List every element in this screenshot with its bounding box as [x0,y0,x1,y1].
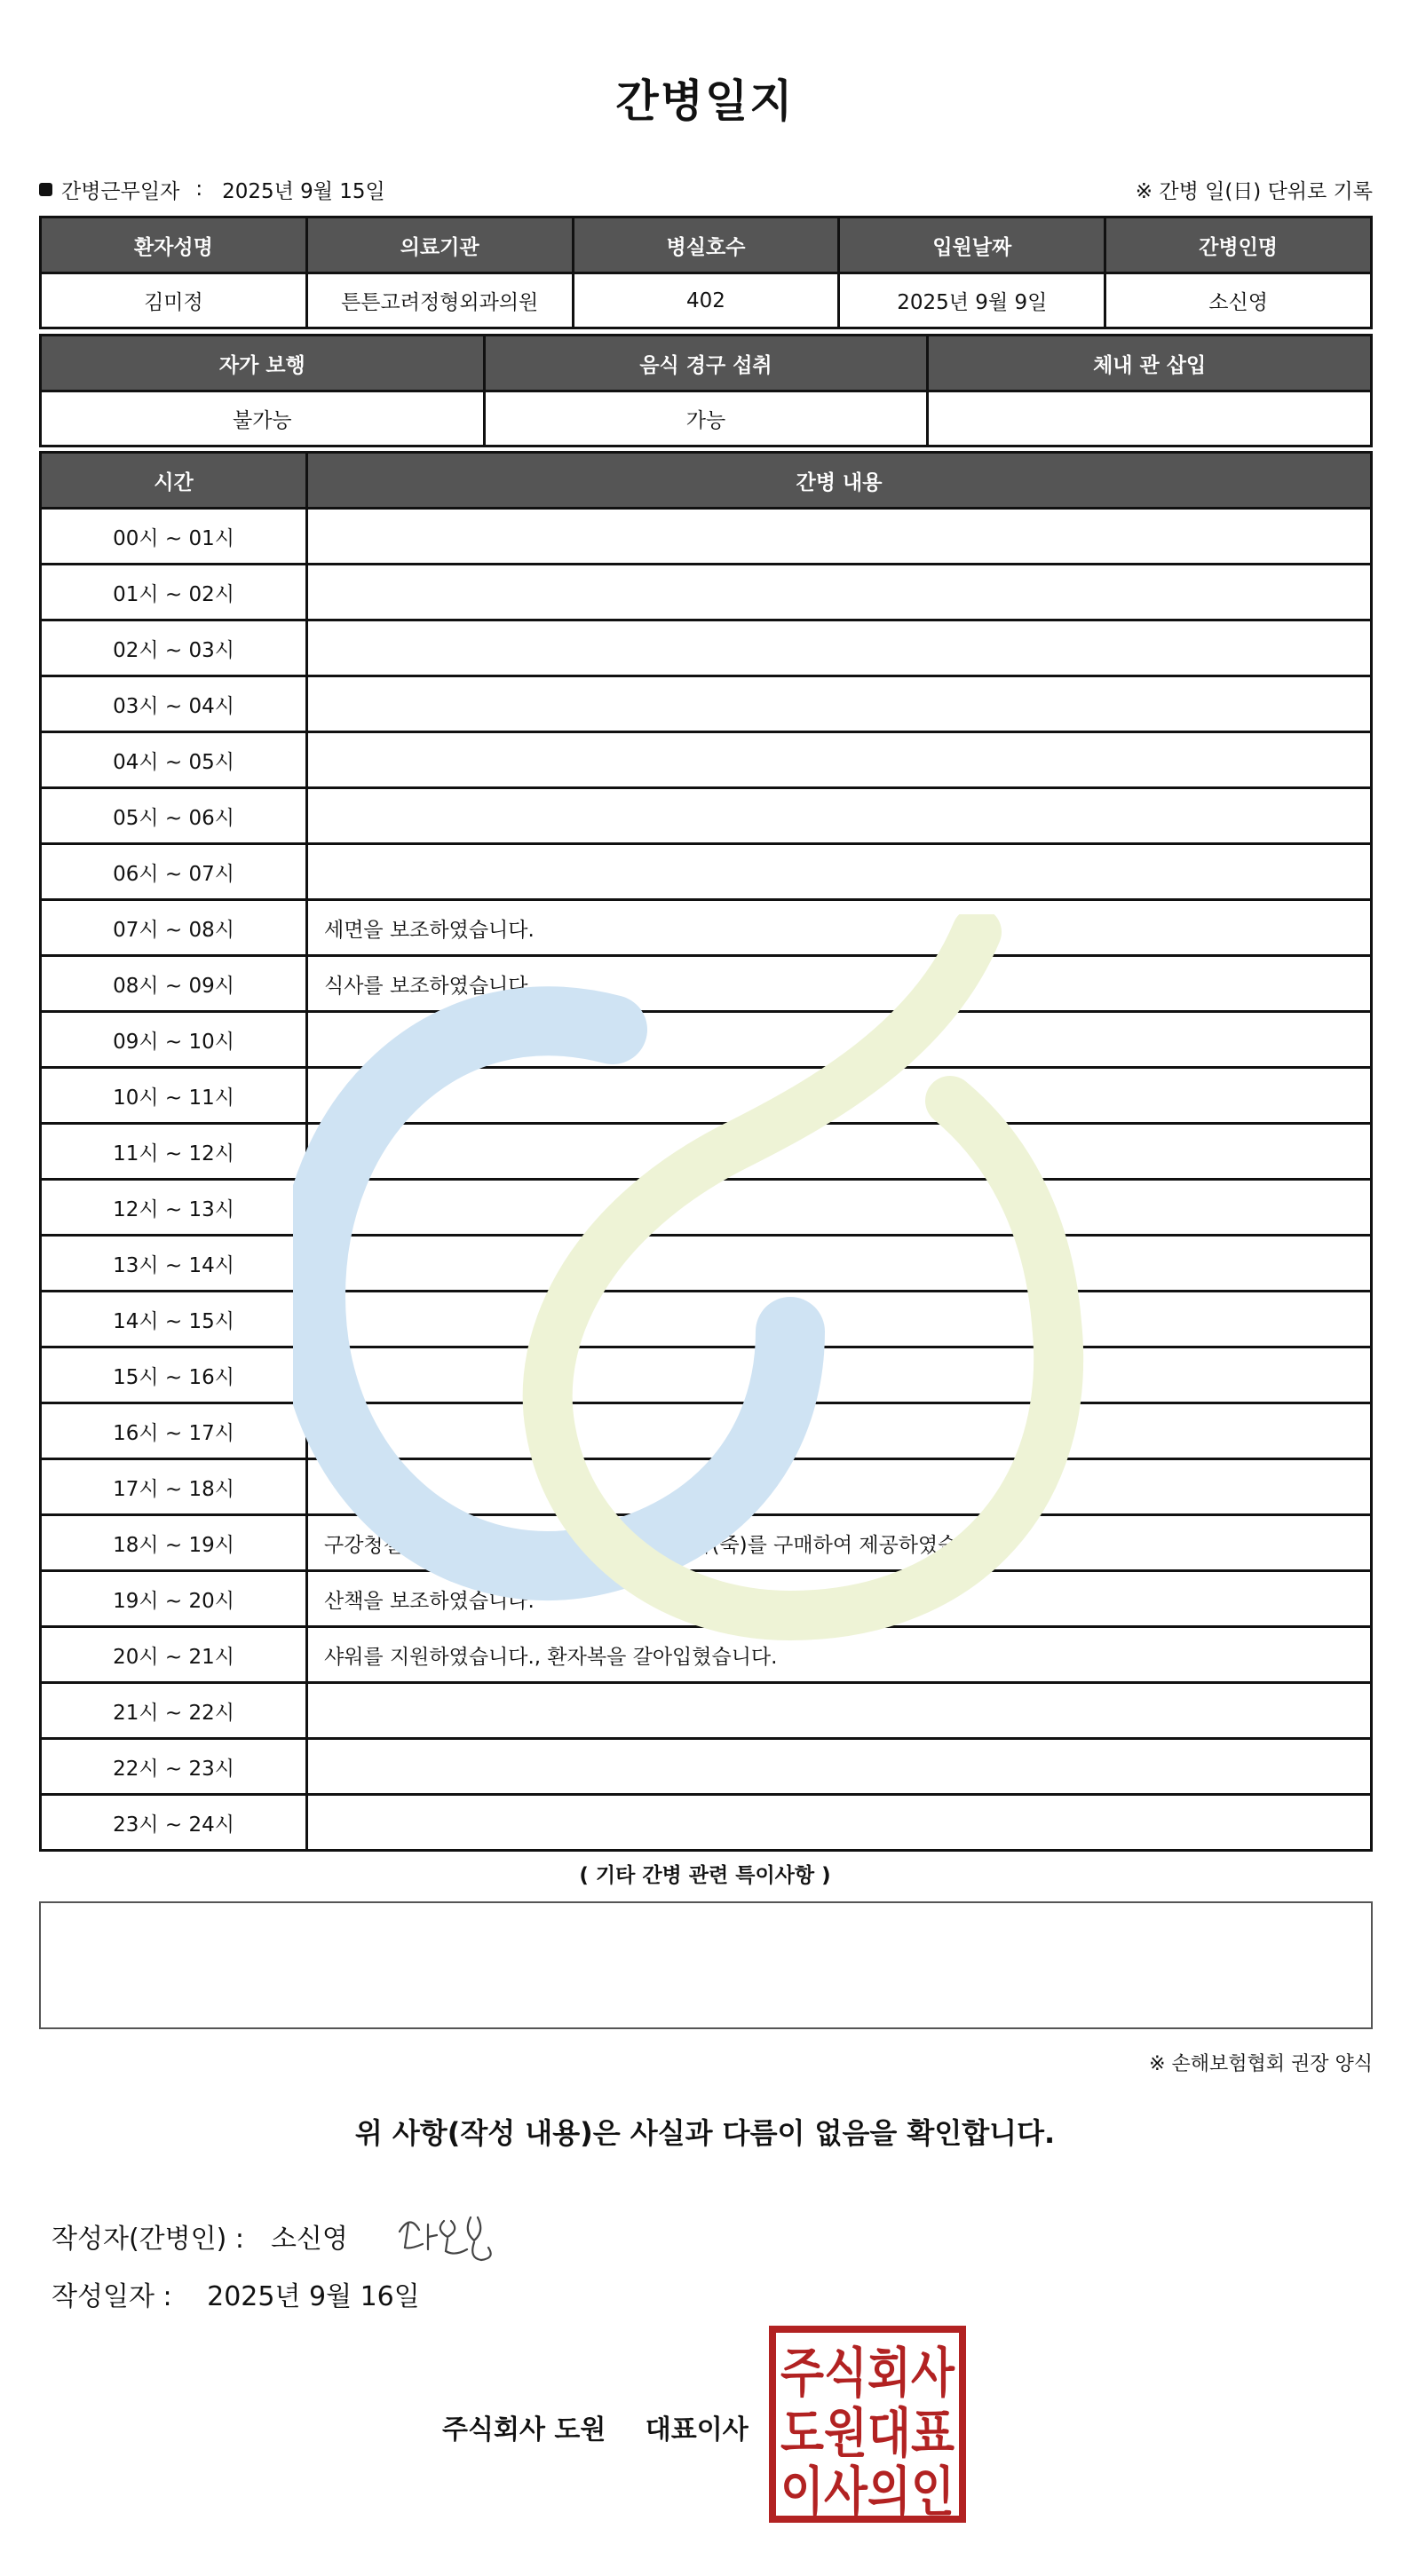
log-time: 17시 ~ 18시 [41,1459,307,1515]
care-log-table [39,451,1373,1852]
caregiver-name: 소신영 [1105,273,1372,328]
log-content: 산책을 보조하였습니다. [307,1571,1372,1627]
log-time: 03시 ~ 04시 [41,676,307,732]
written-date-line [51,2274,420,2313]
log-row [41,620,1372,676]
room-number: 402 [573,273,839,328]
log-row [41,1292,1372,1347]
log-row [41,956,1372,1012]
log-time: 13시 ~ 14시 [41,1236,307,1292]
log-row [41,565,1372,620]
log-time: 01시 ~ 02시 [41,565,307,620]
confirmation-statement: 위 사항(작성 내용)은 사실과 다름이 없음을 확인합니다. [354,2116,1056,2150]
recommend-note: ※ 손해보험협회 권장 양식 [1149,2053,1373,2075]
work-date-label: 간병근무일자 [61,179,180,203]
header-walking: 자가 보행 [41,336,485,391]
company-name: 주식회사 도원 [442,2414,606,2446]
walking-status: 불가능 [41,391,485,446]
log-content [307,676,1372,732]
work-date-separator: : [195,178,203,201]
log-time: 08시 ~ 09시 [41,956,307,1012]
tube-insertion-status [928,391,1372,446]
log-time: 15시 ~ 16시 [41,1347,307,1403]
log-row [41,788,1372,844]
patient-info-table [39,216,1373,329]
log-content: 식사를 보조하였습니다. [307,956,1372,1012]
hospital-name: 튼튼고려정형외과의원 [306,273,573,328]
log-time: 19시 ~ 20시 [41,1571,307,1627]
log-content [307,1180,1372,1236]
log-time: 16시 ~ 17시 [41,1403,307,1459]
log-time: 06시 ~ 07시 [41,844,307,900]
log-content [307,1068,1372,1124]
log-row [41,1403,1372,1459]
work-date-group [39,175,385,204]
log-row [41,1683,1372,1739]
header-room: 병실호수 [573,217,839,273]
header-patient-name: 환자성명 [41,217,307,273]
log-content [307,620,1372,676]
admission-date: 2025년 9월 9일 [839,273,1105,328]
writer-name: 소신영 [270,2224,348,2255]
writer-line [51,2205,506,2267]
log-row [41,844,1372,900]
written-date-value: 2025년 9월 16일 [207,2281,420,2312]
log-time: 10시 ~ 11시 [41,1068,307,1124]
log-row [41,676,1372,732]
log-content: 샤워를 지원하였습니다., 환자복을 갈아입혔습니다. [307,1627,1372,1683]
log-time: 02시 ~ 03시 [41,620,307,676]
log-row [41,1627,1372,1683]
unit-note: ※ 간병 일(日) 단위로 기록 [1135,179,1373,203]
log-content [307,732,1372,788]
patient-status-table [39,334,1373,447]
log-time: 23시 ~ 24시 [41,1795,307,1851]
log-row [41,1459,1372,1515]
log-content [307,565,1372,620]
log-row [41,900,1372,956]
log-time: 18시 ~ 19시 [41,1515,307,1571]
header-admission-date: 입원날짜 [839,217,1105,273]
log-row [41,1012,1372,1068]
header-caregiver-name: 간병인명 [1105,217,1372,273]
log-time: 00시 ~ 01시 [41,509,307,565]
company-line [442,2407,749,2446]
log-time: 20시 ~ 21시 [41,1627,307,1683]
log-time: 11시 ~ 12시 [41,1124,307,1180]
log-content [307,1236,1372,1292]
signature [392,2205,506,2267]
log-row [41,1739,1372,1795]
log-content [307,1292,1372,1347]
writer-label: 작성자(간병인) : [51,2224,244,2255]
header-oral-intake: 음식 경구 섭취 [484,336,928,391]
log-row [41,1795,1372,1851]
log-row [41,1571,1372,1627]
notes-title: ( 기타 간병 관련 특이사항 ) [579,1864,831,1887]
log-content [307,788,1372,844]
header-hospital: 의료기관 [306,217,573,273]
patient-name: 김미정 [41,273,307,328]
log-time: 22시 ~ 23시 [41,1739,307,1795]
log-time: 14시 ~ 15시 [41,1292,307,1347]
log-content [307,1403,1372,1459]
log-content [307,1347,1372,1403]
log-content [307,1124,1372,1180]
header-tube-insertion: 체내 관 삽입 [928,336,1372,391]
log-time: 21시 ~ 22시 [41,1683,307,1739]
svg-text:이사의인: 이사의인 [780,2461,955,2524]
log-content [307,844,1372,900]
log-row [41,1068,1372,1124]
log-content [307,1012,1372,1068]
log-content [307,1739,1372,1795]
log-time: 07시 ~ 08시 [41,900,307,956]
log-row [41,732,1372,788]
oral-intake-status: 가능 [484,391,928,446]
notes-box [39,1901,1373,2029]
log-content [307,1683,1372,1739]
log-row [41,1236,1372,1292]
written-date-label: 작성일자 : [51,2281,172,2312]
log-content: 세면을 보조하였습니다. [307,900,1372,956]
ceo-title: 대표이사 [645,2414,749,2446]
svg-text:주식회사: 주식회사 [780,2343,955,2405]
log-content [307,1795,1372,1851]
log-time: 09시 ~ 10시 [41,1012,307,1068]
log-time: 05시 ~ 06시 [41,788,307,844]
document-title: 간병일지 [615,75,795,127]
header-care-content: 간병 내용 [307,453,1372,509]
company-seal [767,2324,968,2525]
log-content: 구강청결을 지원하였습니다., 외부에서 식사(죽)를 구매하여 제공하였습니다 [307,1515,1372,1571]
work-date-value: 2025년 9월 15일 [222,179,385,203]
header-time: 시간 [41,453,307,509]
log-time: 12시 ~ 13시 [41,1180,307,1236]
bullet-icon [39,183,52,196]
log-content [307,1459,1372,1515]
log-row [41,1515,1372,1571]
meta-row [39,174,1373,204]
log-content [307,509,1372,565]
log-row [41,1124,1372,1180]
log-row [41,509,1372,565]
log-row [41,1180,1372,1236]
log-time: 04시 ~ 05시 [41,732,307,788]
log-row [41,1347,1372,1403]
svg-text:도원대표: 도원대표 [780,2403,955,2465]
